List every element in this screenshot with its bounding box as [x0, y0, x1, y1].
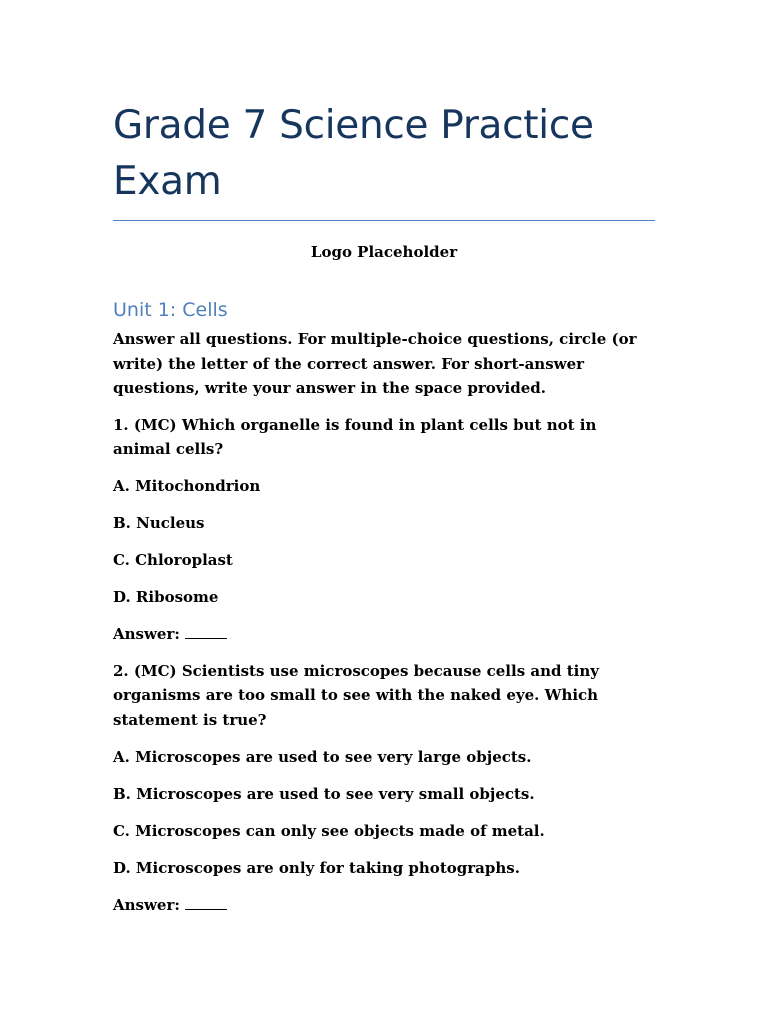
question-2: [113, 659, 655, 918]
answer-label: Answer:: [113, 895, 180, 914]
option-d: D. Ribosome: [113, 588, 219, 606]
answer-line: [113, 622, 655, 647]
question-text: 1. (MC) Which organelle is found in plant cells but not in animal cells?: [113, 415, 597, 458]
answer-blank[interactable]: [185, 895, 227, 910]
option-b: B. Microscopes are used to see very small objects.: [113, 784, 535, 803]
question-text: 2. (MC) Scientists use microscopes because cells and tiny organisms are too small to see with the naked eye. Which statement is true?: [113, 661, 599, 729]
option-c: C. Microscopes can only see objects made of metal.: [113, 821, 545, 840]
answer-line: [113, 893, 655, 918]
document-title: Grade 7 Science Practice Exam: [113, 103, 594, 204]
option-c: C. Chloroplast: [113, 551, 233, 569]
option-a: A. Mitochondrion: [113, 477, 261, 495]
exam-page: [113, 98, 655, 917]
answer-blank[interactable]: [185, 624, 227, 639]
title-divider: [113, 220, 655, 221]
question-1: [113, 413, 655, 647]
unit-heading: Unit 1: Cells: [113, 299, 228, 321]
option-d: D. Microscopes are only for taking photographs.: [113, 858, 520, 877]
option-b: B. Nucleus: [113, 514, 205, 532]
logo-placeholder: Logo Placeholder: [310, 243, 458, 261]
answer-label: Answer:: [113, 625, 180, 643]
instructions: Answer all questions. For multiple-choice questions, circle (or write) the letter of the correct answer. For short-answer questions, write your answer in the space provided.: [113, 330, 637, 397]
option-a: A. Microscopes are used to see very large objects.: [113, 747, 532, 766]
